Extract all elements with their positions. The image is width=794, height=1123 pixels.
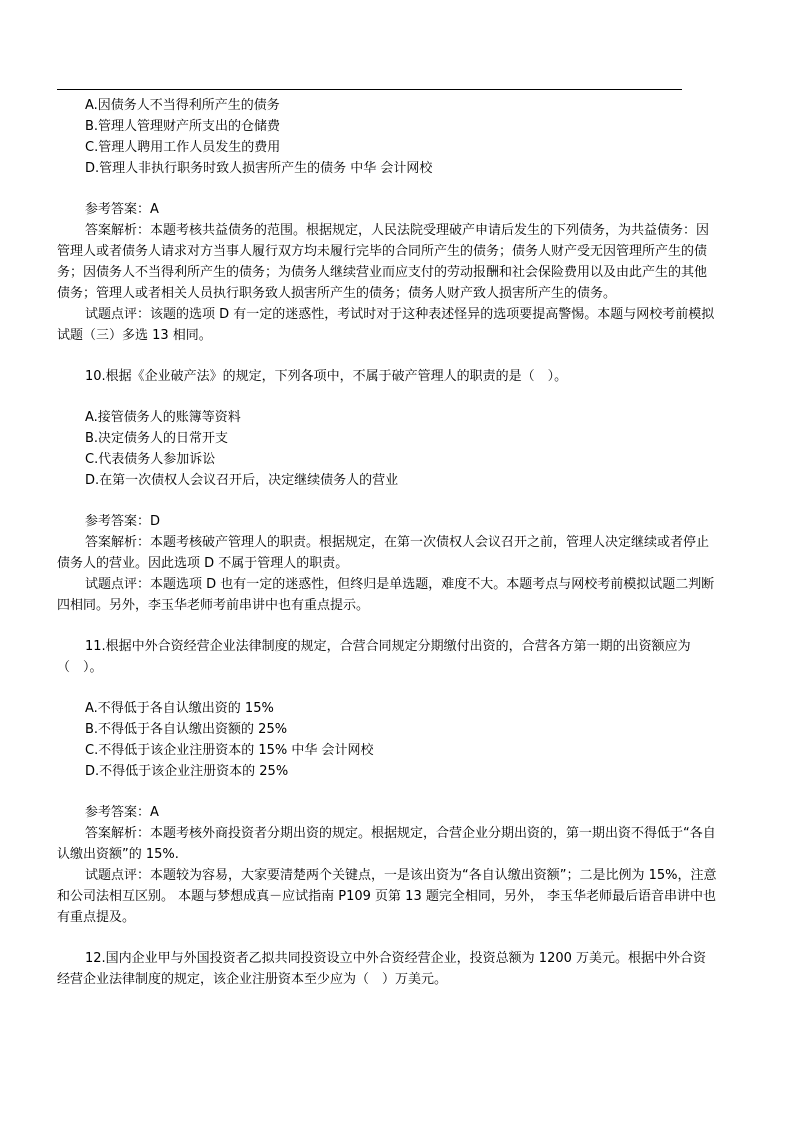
spacer (57, 928, 717, 948)
spacer (57, 491, 717, 511)
question-stem: 11.根据中外合资经营企业法律制度的规定，合营合同规定分期缴付出资的，合营各方第一期的出资额应为（ ）。 (57, 639, 691, 675)
question-comment: 试题点评：本题较为容易，大家要清楚两个关键点，一是该出资为“各自认缴出资额”；二是比例为 15%，注意和公司法相互区别。 本题与梦想成真－应试指南 P109 页第 13 题完全相同，另外， 李玉华老师最后语音串讲中也有重点提及。 (57, 868, 717, 925)
question-comment: 试题点评：该题的选项 D 有一定的迷惑性，考试时对于这种表述怪异的选项要提高警惕。本题与网校考前模拟试题（三）多选 13 相同。 (57, 307, 715, 343)
option-a: A.接管债务人的账簿等资料 (85, 410, 241, 425)
option-b: B.管理人管理财产所支出的仓储费 (85, 119, 281, 134)
spacer (57, 387, 717, 407)
spacer (57, 179, 717, 199)
spacer (57, 678, 717, 698)
answer: 参考答案：D (85, 514, 161, 529)
question-9 (57, 95, 717, 346)
option-a: A.不得低于各自认缴出资的 15% (85, 701, 274, 716)
option-d: D.不得低于该企业注册资本的 25% (85, 764, 289, 779)
spacer (57, 782, 717, 802)
question-10 (57, 366, 717, 616)
question-11 (57, 636, 717, 928)
answer-analysis: 答案解析：本题考核共益债务的范围。根据规定，人民法院受理破产申请后发生的下列债务，为共益债务：因管理人或者债务人请求对方当事人履行双方均未履行完毕的合同所产生的债务；债务人财产受无因管理所产生的债务；因债务人不当得利所产生的债务；为债务人继续营业而应支付的劳动报酬和社会保险费用以及由此产生的其他债务；管理人或者相关人员执行职务致人损害所产生的债务；债务人财产致人损害所产生的债务。 (57, 223, 710, 301)
answer: 参考答案：A (85, 805, 159, 820)
option-b: B.不得低于各自认缴出资额的 25% (85, 722, 288, 737)
question-stem: 12.国内企业甲与外国投资者乙拟共同投资设立中外合资经营企业，投资总额为 1200 万美元。根据中外合资经营企业法律制度的规定，该企业注册资本至少应为（ ）万美元。 (57, 951, 707, 987)
option-c: C.不得低于该企业注册资本的 15% 中华 会计网校 (85, 743, 374, 758)
spacer (57, 346, 717, 366)
document-body (57, 95, 717, 990)
option-b: B.决定债务人的日常开支 (85, 431, 229, 446)
question-comment: 试题点评：本题选项 D 也有一定的迷惑性，但终归是单选题，难度不大。本题考点与网校考前模拟试题二判断四相同。另外，李玉华老师考前串讲中也有重点提示。 (57, 577, 715, 613)
option-d: D.在第一次债权人会议召开后，决定继续债务人的营业 (85, 473, 399, 488)
option-d: D.管理人非执行职务时致人损害所产生的债务 中华 会计网校 (85, 161, 433, 176)
question-12 (57, 948, 717, 990)
option-c: C.代表债务人参加诉讼 (85, 452, 216, 467)
answer-analysis: 答案解析：本题考核外商投资者分期出资的规定。根据规定，合营企业分期出资的，第一期出资不得低于“各自认缴出资额”的 15%. (57, 826, 716, 862)
header-rule (57, 89, 682, 90)
option-c: C.管理人聘用工作人员发生的费用 (85, 140, 281, 155)
option-a: A.因债务人不当得利所产生的债务 (85, 98, 280, 113)
spacer (57, 616, 717, 636)
question-stem: 10.根据《企业破产法》的规定，下列各项中，不属于破产管理人的职责的是（ ）。 (85, 369, 568, 384)
answer-analysis: 答案解析：本题考核破产管理人的职责。根据规定，在第一次债权人会议召开之前，管理人决定继续或者停止债务人的营业。因此选项 D 不属于管理人的职责。 (57, 535, 710, 571)
answer: 参考答案：A (85, 202, 159, 217)
